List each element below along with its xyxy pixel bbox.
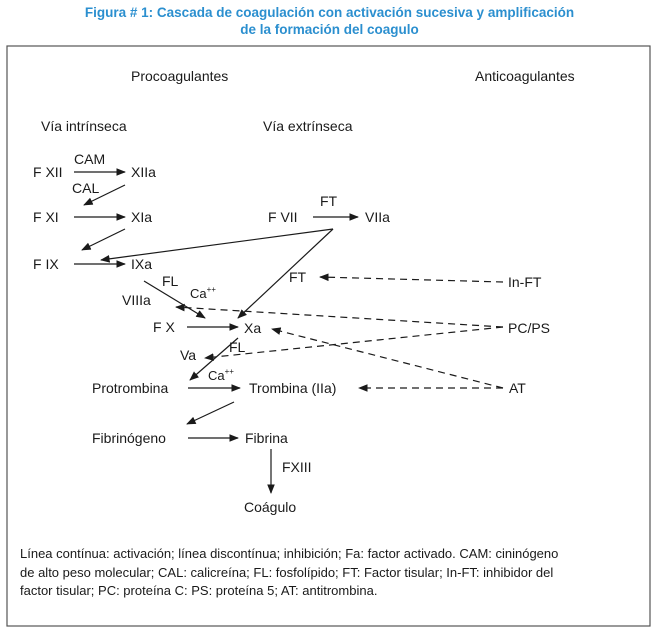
node-fibrina: Fibrina [245,430,288,446]
node-xia: XIa [131,209,153,225]
node-xiia: XIIa [131,164,156,180]
node-va: Va [180,347,197,363]
edge-label-fl-1: FL [162,273,179,289]
edge-label-ca-1: Ca++ [190,285,216,301]
figure-title-line1: Figura # 1: Cascada de coagulación con activación sucesiva y amplificación [84,5,575,20]
inhibit-in-ft-to-ft [320,277,503,282]
node-in-ft: In-FT [508,274,542,290]
arrow-trombina-to-fibrinogeno [187,402,234,424]
inhibit-pcps-to-viiia [176,307,503,327]
header-anticoagulants: Anticoagulantes [475,68,575,84]
legend-line-2: de alto peso molecular; CAL: calicreína; FL: fosfolípido; FT: Factor tisular; In-FT: inhibidor del [20,565,554,580]
node-f-xi: F XI [33,209,59,225]
edge-label-ft: FT [320,193,338,209]
node-viia: VIIa [365,209,390,225]
header-intrinsic-pathway: Vía intrínseca [41,118,127,134]
node-pc-ps: PC/PS [508,320,551,336]
node-coagulo: Coágulo [244,499,297,515]
figure-title-line2: de la formación del coagulo [240,22,419,37]
legend-line-3: factor tisular; PC: proteína C: PS: proteína 5; AT: antitrombina. [20,583,378,598]
node-trombina: Trombina (IIa) [249,380,337,396]
arrow-viia-to-xa [238,229,333,318]
node-at: AT [509,380,526,396]
legend-line-1: Línea contínua: activación; línea discontínua; inhibición; Fa: factor activado. CAM: cininógeno [20,546,559,561]
node-f-x: F X [153,319,175,335]
header-extrinsic-pathway: Vía extrínseca [263,118,353,134]
node-fibrinogeno: Fibrinógeno [92,430,166,446]
node-ft: FT [289,269,307,285]
node-f-ix: F IX [33,256,59,272]
node-viiia: VIIIa [122,292,151,308]
edge-label-ca-2: Ca++ [208,367,234,383]
node-f-vii: F VII [268,209,298,225]
node-protrombina: Protrombina [92,380,169,396]
edge-label-fl-2: FL [229,339,246,355]
edge-label-cal: CAL [72,180,100,196]
node-ixa: IXa [131,256,153,272]
header-procoagulants: Procoagulantes [131,68,229,84]
edge-label-cam: CAM [74,151,106,167]
node-f-xii: F XII [33,164,63,180]
arrow-xia-to-fix [82,229,125,250]
edge-label-fxiii: FXIII [282,459,312,475]
arrow-viia-to-ixa [101,229,333,260]
node-xa: Xa [244,320,262,336]
